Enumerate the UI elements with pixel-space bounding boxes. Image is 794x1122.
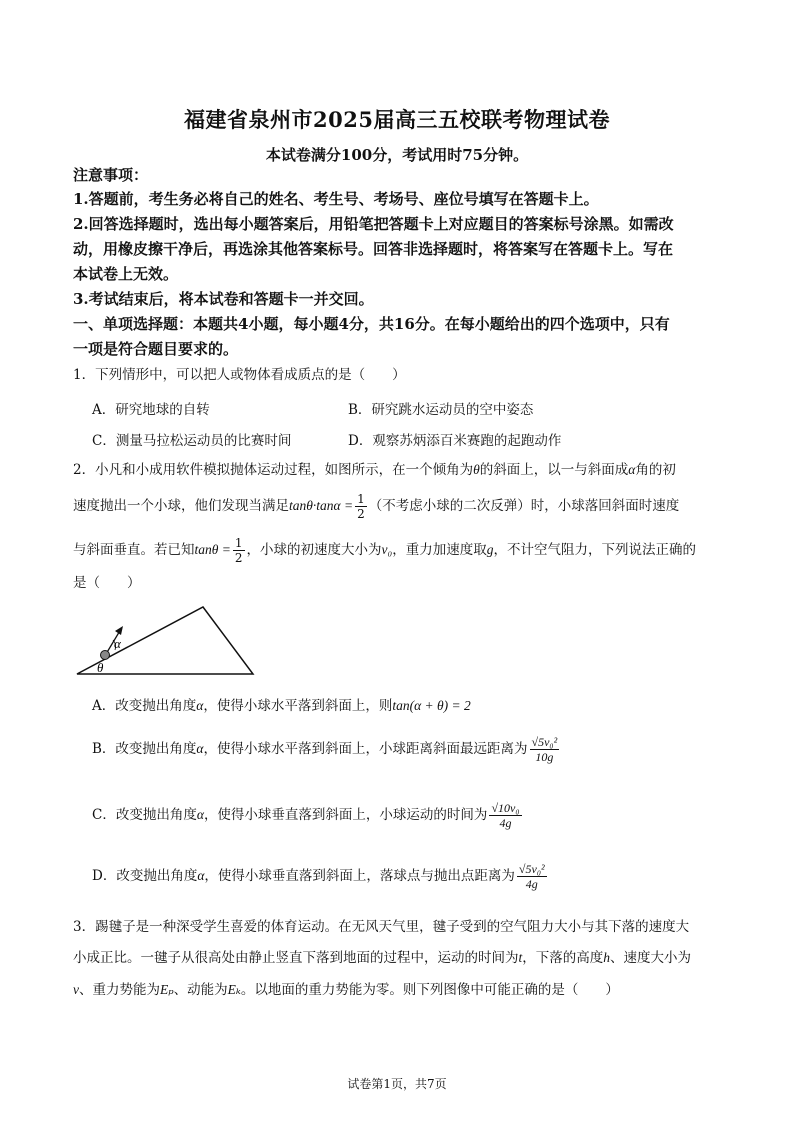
q2-option-c: C．改变抛出角度α，使得小球垂直落到斜面上，小球运动的时间为 $\frac{\text{√10v₀}}{4g}$ — [92, 801, 520, 830]
q1-option-d: D．观察苏炳添百米赛跑的起跑动作 — [348, 433, 562, 449]
page-footer: 试卷第1页，共7页 — [347, 1077, 447, 1091]
arrow-head-icon — [115, 626, 123, 635]
section-1-heading-line-1: 一、单项选择题：本题共4小题，每小题4分，共16分。在每小题给出的四个选项中，只有 — [73, 315, 670, 333]
q2-line-2: 速度抛出一个小球，他们发现当满足tanθ·tanα = $\frac{1}{2}$ （不考虑小球的二次反弹）时，小球落回斜面时速度 — [73, 492, 680, 521]
option-c-fraction: $\frac{\text{√10v₀}}{4g}$ — [491, 801, 520, 830]
q1-option-b: B．研究跳水运动员的空中姿态 — [348, 402, 534, 418]
incline-diagram — [72, 600, 262, 680]
q1-option-c: C．测量马拉松运动员的比赛时间 — [92, 433, 292, 449]
fraction-one-half: $\frac{1}{2}$ — [357, 492, 365, 521]
q3-line-2: 小成正比。一毽子从很高处由静止竖直下落到地面的过程中，运动的时间为t，下落的高度h、速度大小为 — [73, 950, 692, 966]
q2-option-b: B．改变抛出角度α，使得小球水平落到斜面上，小球距离斜面最远距离为 $\frac{\text{√5v₀²}}{10g}$ — [92, 735, 558, 764]
option-b-fraction: $\frac{\text{√5v₀²}}{10g}$ — [531, 735, 558, 764]
q3-line-3: v、重力势能为Eₚ、动能为Eₖ。以地面的重力势能为零。则下列图像中可能正确的是（ ） — [73, 982, 619, 998]
notice-item-2-line-3: 本试卷上无效。 — [73, 265, 179, 283]
q1-stem: 1．下列情形中，可以把人或物体看成质点的是（ ） — [73, 367, 406, 383]
q3-line-1: 3．踢毽子是一种深受学生喜爱的体育运动。在无风天气里，毽子受到的空气阻力大小与其下落的速度大 — [73, 919, 690, 935]
notice-item-2-line-1: 2.回答选择题时，选出每小题答案后，用铅笔把答题卡上对应题目的答案标号涂黑。如需改 — [73, 215, 674, 233]
incline-triangle — [77, 607, 253, 674]
q2-line-3: 与斜面垂直。若已知tanθ = $\frac{1}{2}$ ，小球的初速度大小为v₀，重力加速度取g，不计空气阻力，下列说法正确的 — [73, 536, 696, 565]
q2-line-1: 2．小凡和小成用软件模拟抛体运动过程，如图所示，在一个倾角为θ的斜面上，以一与斜面成α角的初 — [73, 462, 676, 478]
theta-label: θ — [97, 660, 104, 675]
page-title: 福建省泉州市2025届高三五校联考物理试卷 — [184, 107, 610, 132]
q1-option-a: A．研究地球的自转 — [92, 402, 210, 418]
exam-subtitle: 本试卷满分100分，考试用时75分钟。 — [265, 146, 529, 164]
notice-item-2-line-2: 动，用橡皮擦干净后，再选涂其他答案标号。回答非选择题时，将答案写在答题卡上。写在 — [73, 240, 674, 258]
fraction-one-half: $\frac{1}{2}$ — [234, 536, 243, 565]
q2-option-d: D．改变抛出角度α，使得小球垂直落到斜面上，落球点与抛出点距离为 $\frac{\text{√5v₀²}}{4g}$ — [92, 862, 545, 891]
notice-item-1: 1.答题前，考生务必将自己的姓名、考生号、考场号、座位号填写在答题卡上。 — [73, 190, 599, 208]
ball-icon — [101, 651, 110, 660]
section-1-heading-line-2: 一项是符合题目要求的。 — [73, 340, 239, 358]
alpha-label: α — [114, 636, 121, 651]
option-d-fraction: $\frac{\text{√5v₀²}}{4g}$ — [518, 862, 545, 891]
notice-item-3: 3.考试结束后，将本试卷和答题卡一并交回。 — [73, 290, 374, 308]
q2-option-a: A．改变抛出角度α，使得小球水平落到斜面上，则tan(α + θ) = 2 — [92, 698, 471, 714]
notice-heading: 注意事项： — [73, 166, 149, 184]
q2-line-4: 是（ ） — [73, 575, 141, 591]
